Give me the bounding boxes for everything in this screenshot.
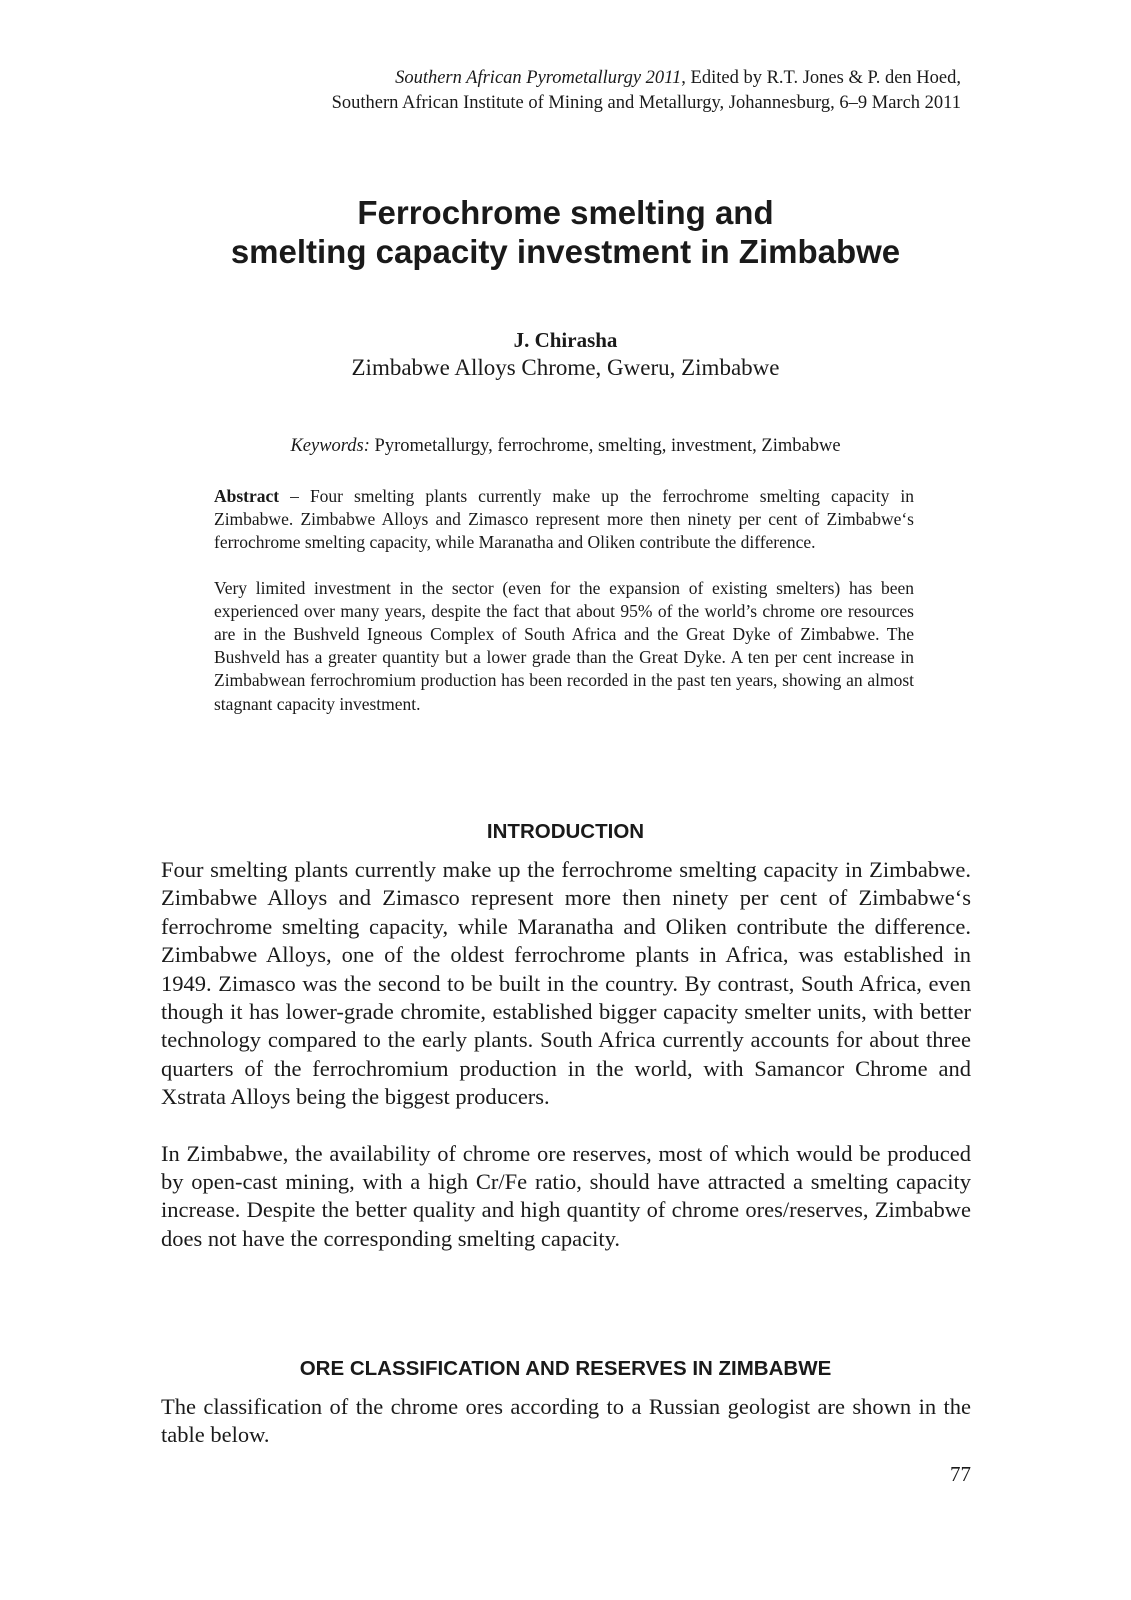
keywords-text: Pyrometallurgy, ferrochrome, smelting, investment, Zimbabwe <box>369 436 841 456</box>
running-head-line2: Southern African Institute of Mining and Metallurgy, Johannesburg, 6–9 March 2011 <box>331 93 961 113</box>
abstract-paragraph-1-text: – Four smelting plants currently make up the ferrochrome smelting capacity in Zimbabwe. Zimbabwe Alloys and Zimasco represent more then ninety per cent of Zimbabwe‘s ferrochrome smelting capacity, while Maranatha and Oliken contribute the difference. <box>214 486 914 553</box>
ore-classification-heading: ORE CLASSIFICATION AND RESERVES IN ZIMBABWE <box>299 1357 832 1380</box>
abstract-paragraph-1 <box>214 485 914 555</box>
introduction-paragraph-1: Four smelting plants currently make up the ferrochrome smelting capacity in Zimbabwe. Zimbabwe Alloys and Zimasco represent more then ninety per cent of Zimbabwe‘s ferrochrome smelting capacity, while Maranatha and Oliken contribute the difference. Zimbabwe Alloys, one of the oldest ferrochrome plants in Africa, was established in 1949. Zimasco was the second to be built in the country. By contrast, South Africa, even though it has lower-grade chromite, established bigger capacity smelter units, with better technology compared to the early plants. South Africa currently accounts for about three quarters of the ferrochromium production in the world, with Samancor Chrome and Xstrata Alloys being the biggest producers. <box>161 857 971 1110</box>
author-affiliation: Zimbabwe Alloys Chrome, Gweru, Zimbabwe <box>351 355 780 380</box>
editors: , Edited by R.T. Jones & P. den Hoed, <box>681 68 961 88</box>
running-head <box>161 66 961 116</box>
ore-classification-body <box>161 1393 971 1478</box>
page-number: 77 <box>950 1462 971 1486</box>
abstract-paragraph-2: Very limited investment in the sector (even for the expansion of existing smelters) has been experienced over many years, despite the fact that about 95% of the world’s chrome ore resources are in the Bushveld Igneous Complex of South Africa and the Great Dyke of Zimbabwe. The Bushveld has a greater quantity but a lower grade than the Great Dyke. A ten per cent increase in Zimbabwean ferrochromium production has been recorded in the past ten years, showing an almost stagnant capacity investment. <box>214 577 914 714</box>
proceedings-title: Southern African Pyrometallurgy 2011 <box>395 68 682 88</box>
author-name: J. Chirasha <box>513 328 618 352</box>
paper-title <box>0 193 1131 271</box>
abstract <box>214 485 914 738</box>
keywords-label: Keywords: <box>290 436 370 456</box>
introduction-body <box>161 856 971 1281</box>
ore-classification-paragraph-1: The classification of the chrome ores according to a Russian geologist are shown in the table below. <box>161 1394 971 1448</box>
abstract-label: Abstract <box>214 486 280 506</box>
introduction-paragraph-2: In Zimbabwe, the availability of chrome ore reserves, most of which would be produced by open-cast mining, with a high Cr/Fe ratio, should have attracted a smelting capacity increase. Despite the better quality and high quantity of chrome ores/reserves, Zimbabwe does not have the corresponding smelting capacity. <box>161 1140 971 1251</box>
introduction-heading: INTRODUCTION <box>486 820 645 843</box>
running-head-line1 <box>161 66 961 91</box>
title-line-1: Ferrochrome smelting and <box>357 194 774 231</box>
title-line-2: smelting capacity investment in Zimbabwe <box>230 233 901 270</box>
author-block <box>0 326 1131 382</box>
keywords <box>0 434 1131 458</box>
